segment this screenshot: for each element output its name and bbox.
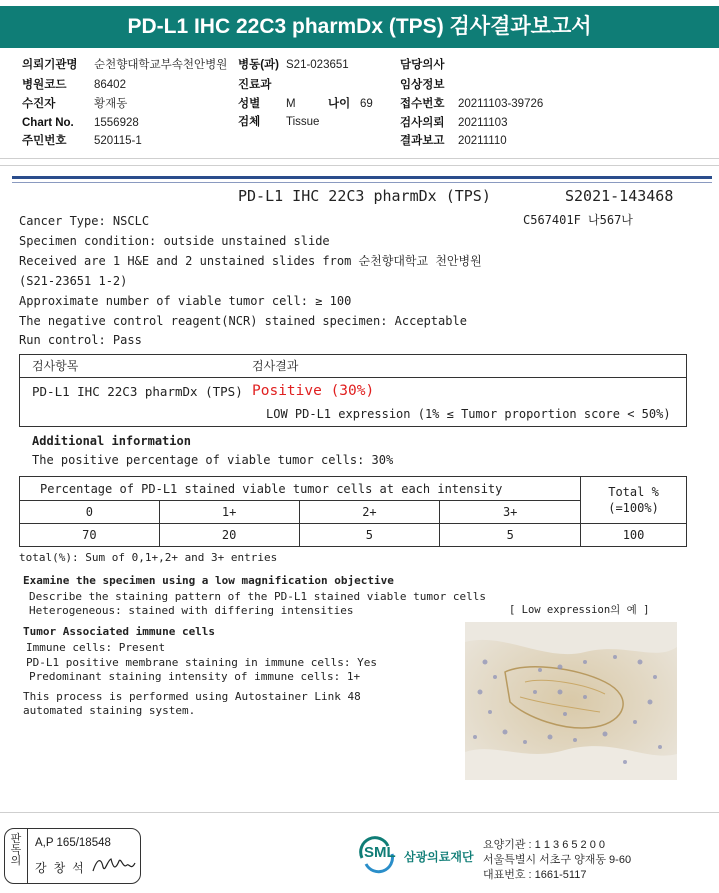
sml-logo — [358, 836, 478, 874]
col-result-header: 검사결과 — [252, 359, 299, 373]
hospital-code-value: 86402 — [94, 79, 126, 91]
examine-heading: Examine the specimen using a low magnification objective — [23, 574, 394, 587]
request-date-value: 20211103 — [458, 117, 508, 129]
level-cell: 0 — [20, 501, 160, 524]
col-item-header: 검사항목 — [32, 359, 79, 373]
specimen-condition: Specimen condition: outside unstained slide — [19, 234, 330, 248]
value-cell: 70 — [20, 524, 160, 547]
stained-tissue-graphic — [465, 622, 677, 780]
additional-text: The positive percentage of viable tumor cells: 30% — [32, 453, 394, 467]
cancer-type: Cancer Type: NSCLC — [19, 214, 150, 228]
total-header — [581, 477, 687, 524]
sex-value: M — [286, 98, 296, 110]
request-date-label: 검사의뢰 — [400, 117, 445, 129]
result-item: PD-L1 IHC 22C3 pharmDx (TPS) — [32, 384, 243, 399]
divider — [20, 377, 686, 378]
test-name-heading: PD-L1 IHC 22C3 pharmDx (TPS) — [238, 187, 491, 205]
divider — [0, 165, 719, 166]
doctor-label: 담당의사 — [400, 59, 445, 71]
age-label: 나이 — [328, 98, 351, 110]
address: 서울특별시 서초구 양재동 9-60 — [483, 854, 632, 866]
divider — [0, 812, 719, 813]
viable-cells: Approximate number of viable tumor cell: ≥ 100 — [19, 294, 352, 308]
histology-image — [465, 622, 677, 780]
hospital-code-label: 병원코드 — [22, 79, 67, 91]
total-header-line1: Total % — [608, 485, 659, 499]
report-date-label: 결과보고 — [400, 135, 445, 147]
immune-line: PD-L1 positive membrane staining in immune cells: Yes — [26, 656, 377, 669]
divider — [0, 158, 719, 159]
value-cell: 5 — [299, 524, 440, 547]
total-cell: 100 — [581, 524, 687, 547]
intensity-header: Percentage of PD-L1 stained viable tumor cells at each intensity — [20, 477, 581, 501]
level-cell: 1+ — [159, 501, 299, 524]
additional-heading: Additional information — [32, 434, 191, 448]
signature-box — [4, 828, 141, 884]
clinical-label: 임상정보 — [400, 79, 445, 91]
specimen-value: Tissue — [286, 116, 320, 128]
logo-text: SML — [364, 844, 396, 861]
value-cell: 20 — [159, 524, 299, 547]
image-caption: [ Low expression의 예 ] — [509, 604, 650, 616]
ncr-status: The negative control reagent(NCR) stained specimen: Acceptable — [19, 314, 467, 328]
immune-line: Predominant staining intensity of immune cells: 1+ — [29, 670, 361, 683]
report-date-value: 20211110 — [458, 135, 507, 147]
run-control: Run control: Pass — [19, 333, 142, 347]
expression-level: LOW PD-L1 expression (1% ≤ Tumor proportion score < 50%) — [266, 407, 671, 421]
report-title: PD-L1 IHC 22C3 pharmDx (TPS) 검사결과보고서 — [0, 6, 719, 48]
intensity-table — [19, 476, 687, 547]
foundation-name: 삼광의료재단 — [404, 850, 474, 864]
dept-label: 진료과 — [238, 79, 272, 91]
pathologist-code: A,P 165/18548 — [35, 837, 111, 849]
specimen-code: C567401F 나567나 — [523, 213, 633, 227]
receipt-value: 20211103-39726 — [458, 98, 544, 110]
pathologist-name: 강 창 석 — [35, 861, 86, 875]
chart-label: Chart No. — [22, 117, 74, 129]
agency-code: 요양기관 : 1 1 3 6 5 2 0 0 — [483, 839, 606, 851]
examine-line: Describe the staining pattern of the PD-L1 stained viable tumor cells — [29, 590, 486, 603]
level-cell: 3+ — [440, 501, 581, 524]
immune-heading: Tumor Associated immune cells — [23, 625, 216, 638]
ward-label: 병동(과) — [238, 59, 279, 71]
signature-scribble — [91, 853, 137, 877]
process-line: automated staining system. — [23, 704, 196, 717]
signature-vertical-label: 판독의 — [10, 833, 22, 867]
total-header-line2: (=100%) — [608, 501, 659, 515]
ward-value: S21-023651 — [286, 59, 349, 71]
patient-label: 수진자 — [22, 98, 56, 110]
immune-line: Immune cells: Present — [26, 641, 166, 654]
examine-line: Heterogeneous: stained with differing intensities — [29, 604, 354, 617]
resident-value: 520115-1 — [94, 135, 142, 147]
specimen-label: 검체 — [238, 116, 261, 128]
table-footnote: total(%): Sum of 0,1+,2+ and 3+ entries — [19, 551, 278, 564]
report-rule — [12, 176, 712, 179]
report-rule — [12, 182, 712, 183]
chart-value: 1556928 — [94, 117, 139, 129]
patient-value: 황재동 — [94, 98, 128, 110]
slide-id: (S21-23651 1-2) — [19, 274, 128, 288]
divider — [27, 829, 28, 883]
result-positive: Positive (30%) — [252, 383, 375, 399]
report-number: S2021-143468 — [565, 187, 674, 205]
institution-value: 순천향대학교부속천안병원 — [94, 59, 228, 71]
age-value: 69 — [360, 98, 373, 110]
process-line: This process is performed using Autostainer Link 48 — [23, 690, 361, 703]
sex-label: 성별 — [238, 98, 261, 110]
resident-label: 주민번호 — [22, 135, 67, 147]
value-cell: 5 — [440, 524, 581, 547]
received-slides: Received are 1 H&E and 2 unstained slides from 순천향대학교 천안병원 — [19, 254, 482, 268]
level-cell: 2+ — [299, 501, 440, 524]
phone: 대표번호 : 1661-5117 — [483, 869, 587, 881]
receipt-label: 접수번호 — [400, 98, 445, 110]
institution-label: 의뢰기관명 — [22, 59, 78, 71]
